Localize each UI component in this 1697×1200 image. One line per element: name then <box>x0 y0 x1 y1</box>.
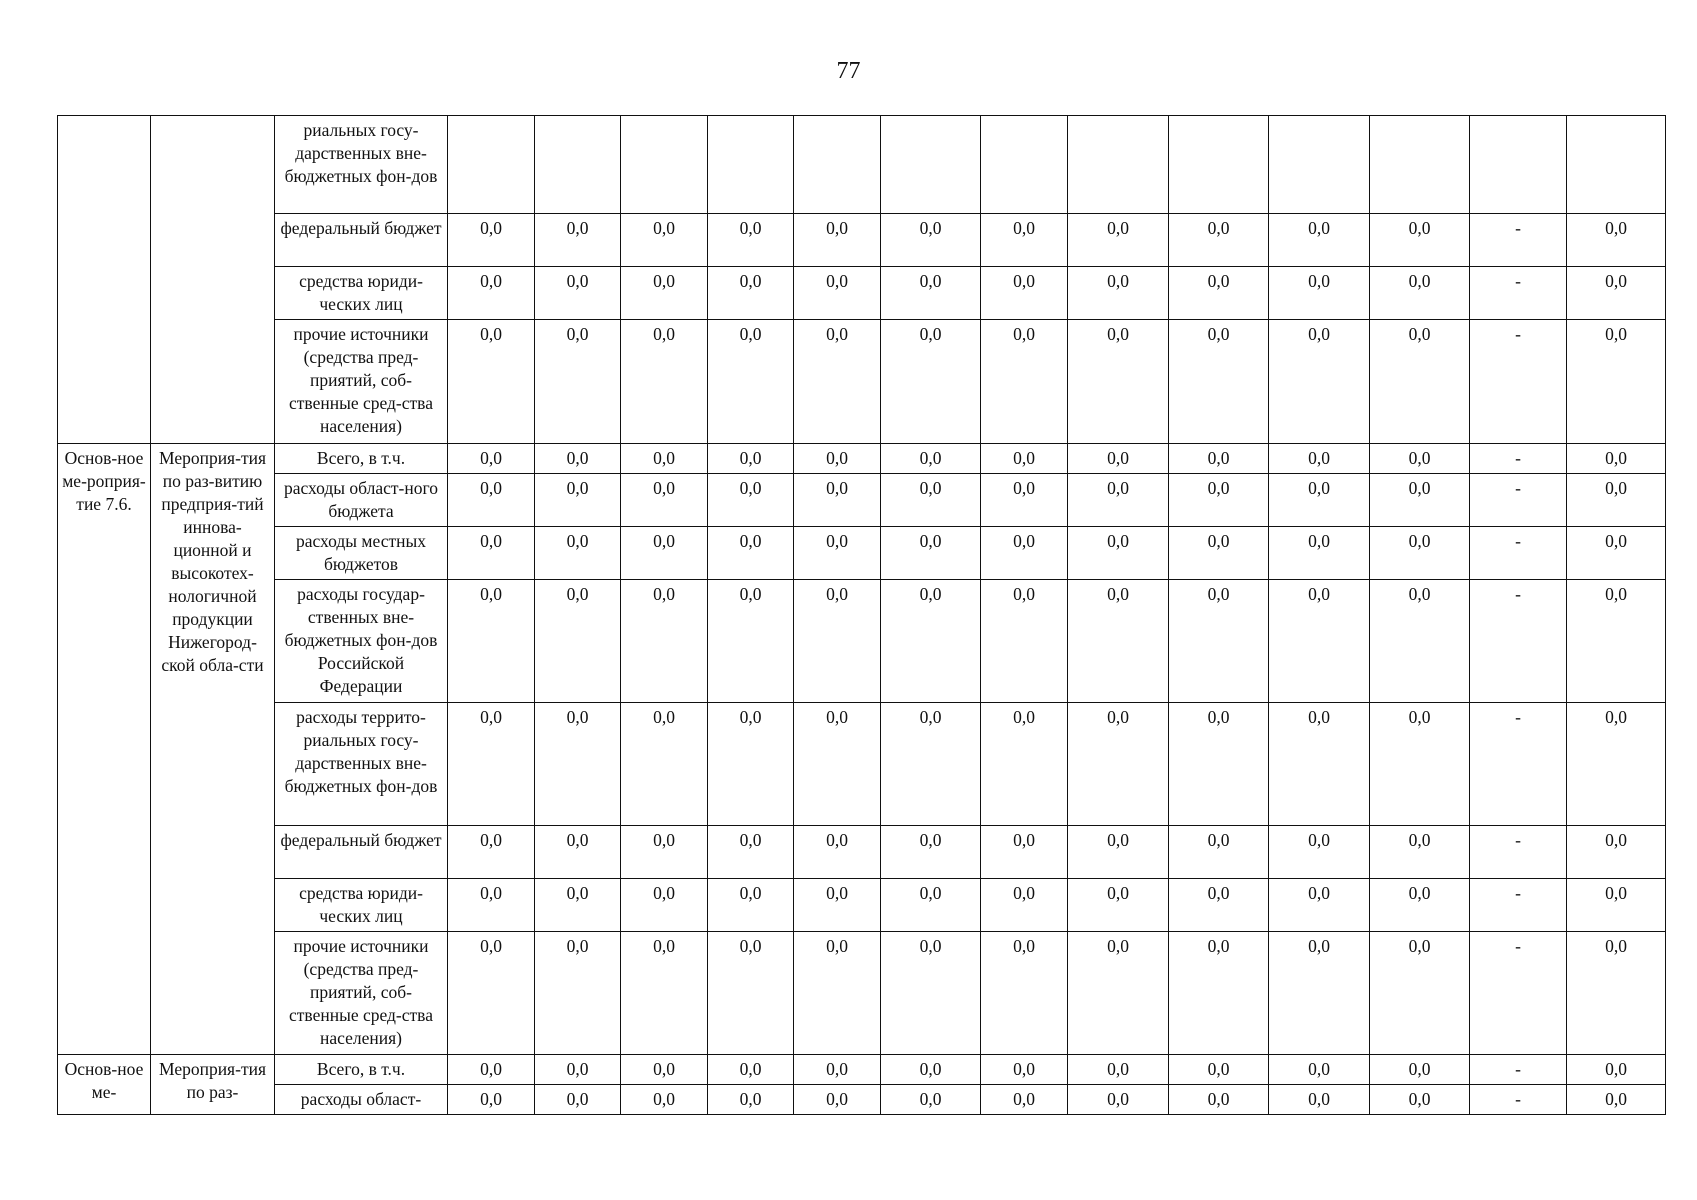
value-cell: 0,0 <box>1370 267 1470 320</box>
funding-source-cell: Всего, в т.ч. <box>275 1055 448 1085</box>
value-cell: 0,0 <box>1169 474 1269 527</box>
table-row <box>58 932 1666 1055</box>
budget-table <box>57 115 1666 1115</box>
value-cell: - <box>1470 474 1567 527</box>
value-cell: 0,0 <box>1068 444 1169 474</box>
value-cell <box>1370 116 1470 214</box>
value-cell: 0,0 <box>794 267 881 320</box>
value-cell: 0,0 <box>881 826 981 879</box>
value-cell: 0,0 <box>621 527 708 580</box>
measure-code-cell: Основ-ное ме- <box>58 1055 151 1115</box>
value-cell: 0,0 <box>1169 932 1269 1055</box>
value-cell: 0,0 <box>1370 1055 1470 1085</box>
value-cell: 0,0 <box>1169 267 1269 320</box>
value-cell: 0,0 <box>1269 703 1370 826</box>
value-cell: 0,0 <box>1068 214 1169 267</box>
value-cell: 0,0 <box>621 444 708 474</box>
value-cell: 0,0 <box>881 703 981 826</box>
value-cell: 0,0 <box>794 444 881 474</box>
value-cell: 0,0 <box>708 474 794 527</box>
value-cell: 0,0 <box>1269 444 1370 474</box>
value-cell: 0,0 <box>794 1085 881 1115</box>
value-cell: 0,0 <box>981 267 1068 320</box>
table-row <box>58 320 1666 444</box>
value-cell: 0,0 <box>1567 214 1666 267</box>
value-cell: 0,0 <box>1567 826 1666 879</box>
table-row <box>58 214 1666 267</box>
value-cell: 0,0 <box>448 320 535 444</box>
value-cell: 0,0 <box>1567 932 1666 1055</box>
value-cell: 0,0 <box>1068 826 1169 879</box>
value-cell: 0,0 <box>981 214 1068 267</box>
value-cell: 0,0 <box>1370 527 1470 580</box>
table-row <box>58 474 1666 527</box>
value-cell: 0,0 <box>1269 1055 1370 1085</box>
value-cell: 0,0 <box>1370 444 1470 474</box>
value-cell: 0,0 <box>881 444 981 474</box>
value-cell: 0,0 <box>1068 703 1169 826</box>
value-cell: 0,0 <box>1269 527 1370 580</box>
value-cell: 0,0 <box>1269 580 1370 703</box>
funding-source-cell: прочие источники (средства пред-приятий, соб-ственные сред-ства населения) <box>275 932 448 1055</box>
value-cell: 0,0 <box>1567 267 1666 320</box>
value-cell: 0,0 <box>448 703 535 826</box>
measure-title-cell: Мероприя-тия по раз- <box>151 1055 275 1115</box>
value-cell <box>981 116 1068 214</box>
value-cell: 0,0 <box>881 527 981 580</box>
funding-source-cell: расходы местных бюджетов <box>275 527 448 580</box>
table-row <box>58 826 1666 879</box>
value-cell: 0,0 <box>1169 214 1269 267</box>
value-cell: 0,0 <box>621 474 708 527</box>
funding-source-cell: федеральный бюджет <box>275 826 448 879</box>
value-cell: 0,0 <box>708 320 794 444</box>
value-cell: 0,0 <box>1068 267 1169 320</box>
table-row <box>58 444 1666 474</box>
value-cell: 0,0 <box>708 703 794 826</box>
value-cell: 0,0 <box>1567 444 1666 474</box>
value-cell: 0,0 <box>621 879 708 932</box>
value-cell: 0,0 <box>708 214 794 267</box>
value-cell: 0,0 <box>794 932 881 1055</box>
value-cell: 0,0 <box>448 267 535 320</box>
funding-source-cell: расходы област-ного бюджета <box>275 474 448 527</box>
value-cell: 0,0 <box>1269 826 1370 879</box>
value-cell: 0,0 <box>1370 580 1470 703</box>
value-cell: 0,0 <box>1370 826 1470 879</box>
value-cell: 0,0 <box>1370 703 1470 826</box>
value-cell: - <box>1470 1055 1567 1085</box>
value-cell: 0,0 <box>621 580 708 703</box>
value-cell: 0,0 <box>621 214 708 267</box>
table-row <box>58 1085 1666 1115</box>
value-cell: 0,0 <box>881 320 981 444</box>
value-cell: 0,0 <box>448 826 535 879</box>
table-row <box>58 703 1666 826</box>
value-cell: 0,0 <box>881 474 981 527</box>
value-cell: 0,0 <box>1068 1055 1169 1085</box>
value-cell: 0,0 <box>1269 879 1370 932</box>
funding-source-cell: расходы террито-риальных госу-дарственных вне-бюджетных фон-дов <box>275 703 448 826</box>
value-cell: - <box>1470 826 1567 879</box>
value-cell: 0,0 <box>535 580 621 703</box>
value-cell: 0,0 <box>1169 826 1269 879</box>
measure-code-cell <box>58 116 151 444</box>
value-cell: 0,0 <box>981 527 1068 580</box>
value-cell: 0,0 <box>981 580 1068 703</box>
value-cell: 0,0 <box>881 580 981 703</box>
measure-code-cell: Основ-ное ме-роприя-тие 7.6. <box>58 444 151 1055</box>
value-cell: 0,0 <box>981 826 1068 879</box>
table-row <box>58 879 1666 932</box>
value-cell: 0,0 <box>1169 703 1269 826</box>
value-cell: - <box>1470 267 1567 320</box>
value-cell <box>881 116 981 214</box>
value-cell: 0,0 <box>1370 1085 1470 1115</box>
value-cell: 0,0 <box>1068 932 1169 1055</box>
page-number: 77 <box>836 58 861 84</box>
value-cell: - <box>1470 320 1567 444</box>
value-cell: 0,0 <box>708 826 794 879</box>
value-cell: - <box>1470 1085 1567 1115</box>
value-cell <box>1269 116 1370 214</box>
value-cell: 0,0 <box>981 879 1068 932</box>
value-cell: 0,0 <box>1269 932 1370 1055</box>
value-cell: 0,0 <box>535 320 621 444</box>
funding-source-cell: прочие источники (средства пред-приятий, соб-ственные сред-ства населения) <box>275 320 448 444</box>
value-cell: 0,0 <box>794 474 881 527</box>
value-cell <box>621 116 708 214</box>
value-cell: 0,0 <box>621 1055 708 1085</box>
value-cell: 0,0 <box>881 879 981 932</box>
table-row <box>58 527 1666 580</box>
value-cell: 0,0 <box>535 474 621 527</box>
value-cell: 0,0 <box>794 580 881 703</box>
value-cell: 0,0 <box>448 879 535 932</box>
value-cell: 0,0 <box>881 214 981 267</box>
value-cell: 0,0 <box>708 580 794 703</box>
value-cell: 0,0 <box>1567 527 1666 580</box>
value-cell: 0,0 <box>1169 580 1269 703</box>
value-cell: 0,0 <box>1567 1055 1666 1085</box>
value-cell: 0,0 <box>1567 1085 1666 1115</box>
value-cell: 0,0 <box>981 444 1068 474</box>
value-cell: 0,0 <box>981 320 1068 444</box>
value-cell: 0,0 <box>794 320 881 444</box>
value-cell: 0,0 <box>708 1085 794 1115</box>
value-cell: 0,0 <box>881 1085 981 1115</box>
value-cell: 0,0 <box>708 444 794 474</box>
table-row <box>58 580 1666 703</box>
value-cell: 0,0 <box>535 1055 621 1085</box>
value-cell: 0,0 <box>448 474 535 527</box>
value-cell: 0,0 <box>708 879 794 932</box>
value-cell: 0,0 <box>535 879 621 932</box>
value-cell: 0,0 <box>448 580 535 703</box>
value-cell: 0,0 <box>794 703 881 826</box>
table-row <box>58 116 1666 214</box>
value-cell: 0,0 <box>535 703 621 826</box>
value-cell: 0,0 <box>1269 1085 1370 1115</box>
value-cell: 0,0 <box>1567 879 1666 932</box>
value-cell <box>448 116 535 214</box>
value-cell: 0,0 <box>621 267 708 320</box>
value-cell: 0,0 <box>621 320 708 444</box>
value-cell: 0,0 <box>981 703 1068 826</box>
value-cell: 0,0 <box>448 444 535 474</box>
value-cell <box>708 116 794 214</box>
value-cell: 0,0 <box>1269 474 1370 527</box>
value-cell: 0,0 <box>535 444 621 474</box>
value-cell: 0,0 <box>448 1085 535 1115</box>
value-cell: 0,0 <box>535 1085 621 1115</box>
value-cell: 0,0 <box>1269 267 1370 320</box>
value-cell: 0,0 <box>794 527 881 580</box>
value-cell <box>1169 116 1269 214</box>
value-cell: 0,0 <box>448 1055 535 1085</box>
value-cell: 0,0 <box>708 527 794 580</box>
value-cell: 0,0 <box>1269 320 1370 444</box>
value-cell: 0,0 <box>981 1055 1068 1085</box>
value-cell: 0,0 <box>1068 879 1169 932</box>
value-cell: 0,0 <box>1169 1085 1269 1115</box>
value-cell: 0,0 <box>1169 320 1269 444</box>
value-cell: 0,0 <box>535 932 621 1055</box>
value-cell: 0,0 <box>708 932 794 1055</box>
value-cell: 0,0 <box>794 1055 881 1085</box>
value-cell: 0,0 <box>1068 320 1169 444</box>
value-cell: 0,0 <box>1567 703 1666 826</box>
value-cell: 0,0 <box>535 214 621 267</box>
value-cell: 0,0 <box>794 879 881 932</box>
value-cell <box>794 116 881 214</box>
measure-title-cell: Мероприя-тия по раз-витию предприя-тий иннова-ционной и высокотех-нологичной продукции Нижегород-ской обла-сти <box>151 444 275 1055</box>
value-cell: - <box>1470 214 1567 267</box>
value-cell: - <box>1470 580 1567 703</box>
value-cell: 0,0 <box>981 932 1068 1055</box>
value-cell: 0,0 <box>535 826 621 879</box>
funding-source-cell: средства юриди-ческих лиц <box>275 879 448 932</box>
value-cell: 0,0 <box>1068 580 1169 703</box>
value-cell: 0,0 <box>1169 1055 1269 1085</box>
value-cell: - <box>1470 527 1567 580</box>
value-cell: 0,0 <box>1370 214 1470 267</box>
value-cell <box>1068 116 1169 214</box>
value-cell: - <box>1470 444 1567 474</box>
budget-table-body <box>58 116 1666 1115</box>
funding-source-cell: федеральный бюджет <box>275 214 448 267</box>
value-cell: 0,0 <box>708 1055 794 1085</box>
value-cell <box>1567 116 1666 214</box>
measure-title-cell <box>151 116 275 444</box>
value-cell: 0,0 <box>1370 474 1470 527</box>
value-cell: 0,0 <box>1068 474 1169 527</box>
value-cell: 0,0 <box>1169 879 1269 932</box>
funding-source-cell: расходы област- <box>275 1085 448 1115</box>
value-cell <box>1470 116 1567 214</box>
value-cell: 0,0 <box>535 527 621 580</box>
value-cell: 0,0 <box>621 703 708 826</box>
value-cell <box>535 116 621 214</box>
funding-source-cell: риальных госу-дарственных вне-бюджетных фон-дов <box>275 116 448 214</box>
value-cell: 0,0 <box>981 474 1068 527</box>
value-cell: 0,0 <box>448 214 535 267</box>
value-cell: 0,0 <box>1269 214 1370 267</box>
value-cell: 0,0 <box>1169 527 1269 580</box>
table-row <box>58 267 1666 320</box>
value-cell: 0,0 <box>794 214 881 267</box>
value-cell: 0,0 <box>535 267 621 320</box>
value-cell: 0,0 <box>1370 320 1470 444</box>
value-cell: 0,0 <box>448 527 535 580</box>
value-cell: 0,0 <box>881 1055 981 1085</box>
value-cell: 0,0 <box>1567 580 1666 703</box>
value-cell: - <box>1470 703 1567 826</box>
value-cell: 0,0 <box>1068 527 1169 580</box>
value-cell: 0,0 <box>621 826 708 879</box>
value-cell: 0,0 <box>621 932 708 1055</box>
value-cell: 0,0 <box>794 826 881 879</box>
value-cell: - <box>1470 932 1567 1055</box>
value-cell: 0,0 <box>708 267 794 320</box>
value-cell: 0,0 <box>1567 320 1666 444</box>
funding-source-cell: средства юриди-ческих лиц <box>275 267 448 320</box>
value-cell: 0,0 <box>448 932 535 1055</box>
funding-source-cell: Всего, в т.ч. <box>275 444 448 474</box>
value-cell: 0,0 <box>1567 474 1666 527</box>
value-cell: 0,0 <box>1370 879 1470 932</box>
value-cell: 0,0 <box>981 1085 1068 1115</box>
value-cell: 0,0 <box>1169 444 1269 474</box>
value-cell: 0,0 <box>881 267 981 320</box>
value-cell: 0,0 <box>621 1085 708 1115</box>
table-row <box>58 1055 1666 1085</box>
value-cell: 0,0 <box>1068 1085 1169 1115</box>
value-cell: - <box>1470 879 1567 932</box>
funding-source-cell: расходы государ-ственных вне-бюджетных фон-дов Российской Федерации <box>275 580 448 703</box>
value-cell: 0,0 <box>881 932 981 1055</box>
value-cell: 0,0 <box>1370 932 1470 1055</box>
